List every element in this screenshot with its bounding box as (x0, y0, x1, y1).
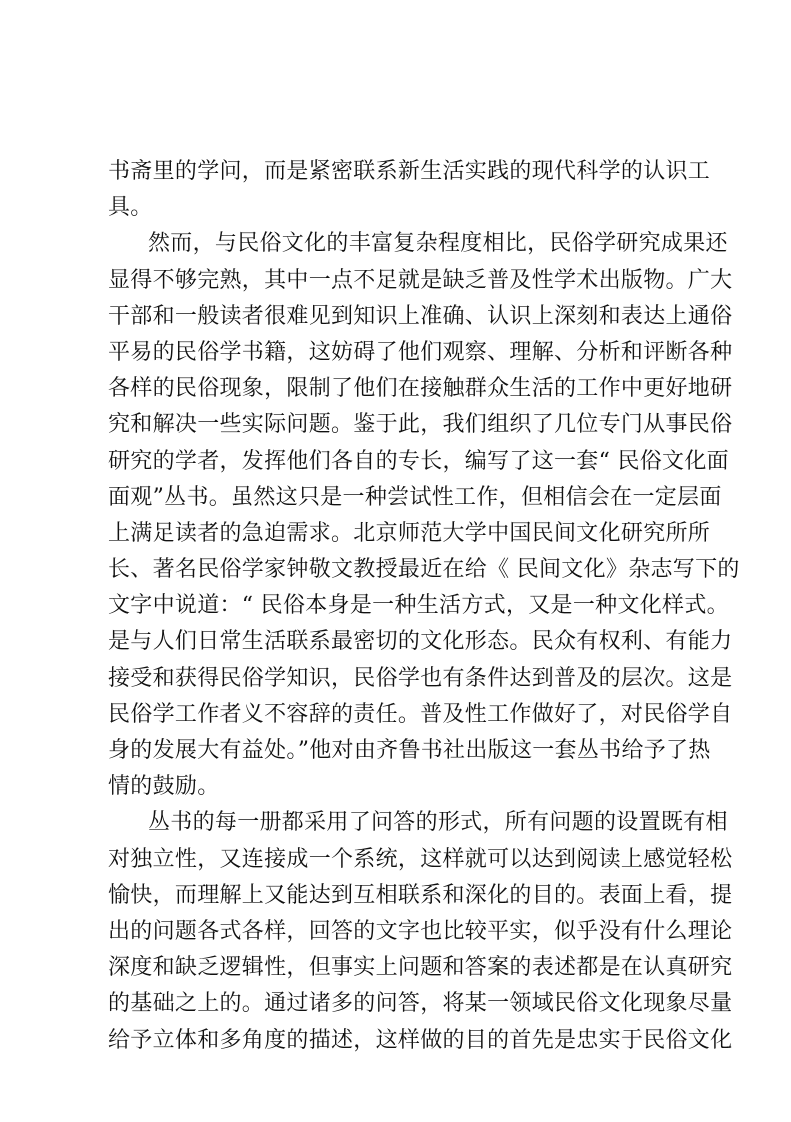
text-line: 干部和一般读者很难见到知识上准确、认识上深刻和表达上通俗 (108, 303, 733, 329)
text-line: 给予立体和多角度的描述，这样做的目的首先是忠实于民俗文化 (108, 1027, 733, 1053)
paragraph-2 (108, 226, 740, 805)
text-line: 究和解决一些实际问题。鉴于此，我们组织了几位专门从事民俗 (108, 412, 733, 438)
body-text (108, 154, 740, 1059)
text-line: 深度和缺乏逻辑性，但事实上问题和答案的表述都是在认真研究 (108, 955, 733, 981)
text-line: 情的鼓励。 (108, 774, 220, 800)
text-line: 出的问题各式各样，回答的文字也比较平实，似乎没有什么理论 (108, 918, 733, 944)
text-line: 平易的民俗学书籍，这妨碍了他们观察、理解、分析和评断各种 (108, 339, 733, 365)
text-line: 对独立性，又连接成一个系统，这样就可以达到阅读上感觉轻松 (108, 846, 733, 872)
text-line: 然而，与民俗文化的丰富复杂程度相比，民俗学研究成果还 (148, 231, 728, 257)
text-line: 的基础之上的。通过诸多的问答，将某一领域民俗文化现象尽量 (108, 991, 733, 1017)
text-line: 是与人们日常生活联系最密切的文化形态。民众有权利、有能力 (108, 629, 733, 655)
text-line: 民俗学工作者义不容辞的责任。普及性工作做好了，对民俗学自 (108, 701, 733, 727)
text-line: 各样的民俗现象，限制了他们在接触群众生活的工作中更好地研 (108, 376, 733, 402)
text-line: 研究的学者，发挥他们各自的专长，编写了这一套“ 民俗文化面 (108, 448, 729, 474)
paragraph-3 (108, 805, 733, 1058)
text-line: 文字中说道：“ 民俗本身是一种生活方式，又是一种文化样式。 (108, 593, 729, 619)
text-line: 丛书的每一册都采用了问答的形式，所有问题的设置既有相 (148, 810, 728, 836)
text-line: 面观”丛书。虽然这只是一种尝试性工作，但相信会在一定层面 (108, 484, 722, 510)
text-line: 愉快，而理解上又能达到互相联系和深化的目的。表面上看，提 (108, 882, 733, 908)
text-line: 身的发展大有益处。”他对由齐鲁书社出版这一套丛书给予了热 (108, 738, 711, 763)
text-line: 上满足读者的急迫需求。北京师范大学中国民间文化研究所所 (108, 520, 711, 546)
text-line: 接受和获得民俗学知识，民俗学也有条件达到普及的层次。这是 (108, 665, 733, 691)
paragraph-1 (108, 154, 711, 226)
text-line: 显得不够完熟，其中一点不足就是缺乏普及性学术出版物。广大 (108, 267, 733, 293)
text-line: 书斋里的学问，而是紧密联系新生活实践的现代科学的认识工 (108, 159, 711, 184)
text-line: 长、著名民俗学家钟敬文教授最近在给《 民间文化》杂志写下的 (108, 557, 740, 583)
text-line: 具。 (108, 195, 153, 221)
